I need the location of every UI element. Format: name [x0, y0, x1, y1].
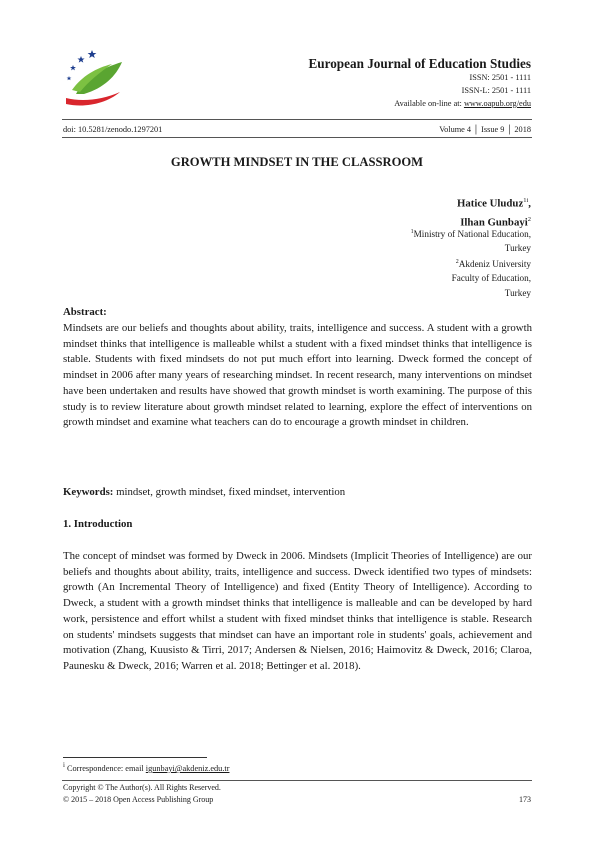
- author-1-name: Hatice Uluduz: [456, 197, 524, 210]
- issn: ISSN: 2501 - 1111: [469, 73, 531, 82]
- affil-1-sup: 1: [410, 229, 414, 235]
- header-rule-lower: [62, 137, 532, 138]
- author-2-sup: 2: [527, 215, 531, 223]
- correspondence-email-link[interactable]: igunbayi@akdeniz.edu.tr: [145, 763, 230, 773]
- header-rule: [62, 119, 532, 120]
- journal-logo: [62, 48, 124, 110]
- abstract-text: Mindsets are our beliefs and thoughts about ability, traits, intelligence and success. A student with a growth mindset thinks that intelligence is malleable whilst a student with a fixed mindset thinks that intelligence is stable. Students with fixed mindsets do not put much effort into learning. Dweck formed the concept of mindset in 2006 after many years of researching mindset. In recent research, many interventions on mindset have been undertaken and results have showed that growth mindset is worth examining. The purpose of this study is to review literature about growth mindset related to learning, explore the effect of interventions on growth mindset and examine what teachers can do to encourage a growth mindset in children.: [63, 322, 532, 429]
- footnote-rule: [63, 757, 207, 758]
- footnote-text: Correspondence: email: [64, 763, 146, 773]
- affil-1-line-1: [411, 225, 531, 241]
- affil-1-text: Ministry of National Education,: [413, 229, 531, 240]
- affil-2-text: Akdeniz University: [458, 259, 531, 270]
- affil-2-sup: 2: [455, 259, 459, 266]
- footnote-sup: i: [63, 762, 65, 769]
- keywords: [63, 486, 345, 498]
- journal-url-link[interactable]: www.oapub.org/edu: [463, 99, 531, 108]
- logo-green-book: [76, 62, 122, 94]
- keywords-label: Keywords:: [63, 486, 114, 498]
- author-1: [457, 193, 531, 212]
- footer-rule: [62, 780, 532, 781]
- author-1-sup: 1i: [523, 197, 529, 204]
- introduction-text: The concept of mindset was formed by Dweck in 2006. Mindsets (Implicit Theories of Intelligence) are our beliefs and thoughts about ability, traits, intelligence and success. Dweck identified two types of mindsets: growth (An Incremental Theory of Intelligence) and fixed (Entity Theory of Intelligence). According to Dweck, a student with a growth mindset thinks that intelligence is malleable and can be developed by hard work, persistence and effort whilst a student with fixed mindset thinks that intelligence is stable. Research on students' mindsets suggests that mindset can have an important role in students' goals, achievement and motivation (Zhang, Kuusisto & Tirri, 2017; Andersen & Nielsen, 2016; Haimovitz & Dweck, 2016; Claroa, Paunesku & Dweck, 2016; Warren et al. 2018; Bettinger et al. 2018).: [63, 550, 532, 672]
- copyright-notice: Copyright © The Author(s). All Rights Reserved.: [63, 783, 221, 792]
- page-number: 173: [519, 795, 531, 804]
- issn-l: ISSN-L: 2501 - 1111: [461, 86, 531, 95]
- footnote: [63, 762, 229, 773]
- journal-title: European Journal of Education Studies: [308, 56, 531, 71]
- online-availability: [394, 99, 531, 108]
- affil-1-line-2: Turkey: [504, 243, 531, 254]
- keywords-text: mindset, growth mindset, fixed mindset, intervention: [113, 486, 346, 498]
- affil-2-line-1: [411, 255, 531, 271]
- affil-2-line-3: Turkey: [504, 287, 531, 298]
- paper-title: GROWTH MINDSET IN THE CLASSROOM: [170, 155, 424, 169]
- abstract-heading: Abstract:: [63, 306, 107, 318]
- affiliations: [411, 225, 531, 300]
- publisher-notice: © 2015 – 2018 Open Access Publishing Group: [63, 795, 214, 804]
- volume-info: Volume 4 │ Issue 9 │ 2018: [439, 125, 531, 134]
- affil-2-line-2: Faculty of Education,: [451, 273, 531, 284]
- author-1-sep: ,: [528, 197, 531, 210]
- section-heading-introduction: 1. Introduction: [63, 518, 133, 530]
- doi: doi: 10.5281/zenodo.1297201: [63, 125, 163, 134]
- author-2-name: Ilhan Gunbayi: [460, 216, 528, 229]
- logo-red-swoosh: [66, 92, 120, 106]
- online-prefix: Available on-line at:: [394, 99, 464, 108]
